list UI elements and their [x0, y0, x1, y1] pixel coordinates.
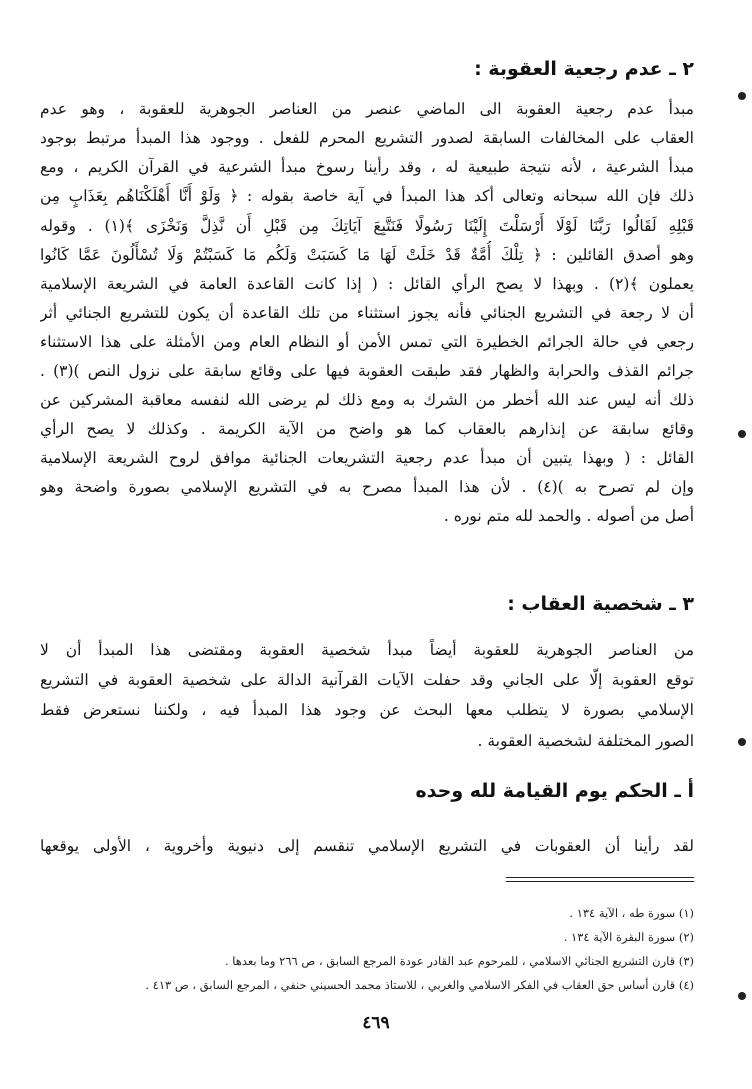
- footnote-4: (٤) قارن أساس حق العقاب في الفكر الاسلامي والغربي ، للاستاذ محمد الحسيني حنفي ، المرجع السابق ، ص ٤١٣ .: [145, 978, 694, 992]
- paragraph-line: مبدأ عدم رجعية العقوبة الى الماضي عنصر من العناصر الجوهرية للعقوبة ، وهو عدم: [40, 100, 694, 118]
- footnote-1: (١) سورة طه ، الآية ١٣٤ .: [569, 906, 694, 920]
- section-3-heading: ٣ ـ شخصية العقاب :: [507, 593, 694, 615]
- paragraph-line: مبدأ الشرعية ، لأنه نتيجة طبيعية له ، وقد رأينا رسوخ مبدأ الشرعية في القرآن الكريم ، ومع: [40, 158, 694, 176]
- paragraph-line: وقائع سابقة عن إنذارهم بالعقاب كما هو واضح من الآية الكريمة . وكذلك لا يصح الرأي: [40, 420, 694, 438]
- paragraph-line: جرائم القذف والحرابة والظهار فقد طبقت العقوبة فيها على وقائع سابقة على نزول النص )(٣) .: [40, 362, 694, 380]
- paragraph-line: أصل من أصوله . والحمد لله متم نوره .: [443, 507, 694, 525]
- subsection-a-heading: أ ـ الحكم يوم القيامة لله وحده: [415, 780, 694, 802]
- paragraph-line: العقاب على المخالفات السابقة لصدور التشريع المحرم للفعل . ووجود هذا المبدأ مرتبط بوجود: [40, 129, 694, 147]
- section-2-heading: ٢ ـ عدم رجعية العقوبة :: [474, 58, 694, 80]
- page-number: ٤٦٩: [362, 1013, 390, 1033]
- paragraph-line: من العناصر الجوهرية للعقوبة أيضاً مبدأ شخصية العقوبة ومقتضى هذا المبدأ أن لا: [40, 641, 694, 659]
- paragraph-line: الإسلامي بصورة لا يتطلب معها البحث عن وجود هذا المبدأ فيه ، ولكننا نستعرض فقط: [40, 701, 694, 719]
- footnote-separator: [506, 877, 694, 878]
- paragraph-line: القائل : ( وبهذا يتبين أن مبدأ عدم رجعية التشريعات الجنائية موافق لروح الشريعة الإسلامية: [40, 449, 694, 467]
- paragraph-line: أن لا رجعة في التشريع الجنائي فأنه يجوز استثناء من تلك القاعدة أن يكون للتشريع الجنائي أثر: [40, 304, 694, 322]
- footnote-2: (٢) سورة البقرة الآية ١٣٤ .: [563, 930, 694, 944]
- footnote-separator-thin: [506, 881, 694, 882]
- paragraph-line: وإن لم تصرح به )(٤) . لأن هذا المبدأ مصرح به في التشريع الإسلامي بصورة واضحة وهو: [40, 478, 694, 496]
- binding-mark-icon: [738, 992, 746, 1000]
- paragraph-line: يعملون ﴾(٢) . وبهذا لا يصح الرأي القائل : ( إذا كانت القاعدة العامة في الشريعة الإسلامية: [40, 275, 694, 293]
- binding-mark-icon: [738, 738, 746, 746]
- paragraph-line: لقد رأينا أن العقوبات في التشريع الإسلامي تنقسم إلى دنيوية وأخروية ، الأولى يوقعها: [40, 837, 694, 855]
- paragraph-line: ذلك أنه ليس عند الله أخطر من الشرك به ومع ذلك لم يرضى الله لنفسه معاقبة المشركين عن: [40, 391, 694, 409]
- footnote-3: (٣) قارن التشريع الجنائي الاسلامي ، للمرحوم عبد القادر عودة المرجع السابق ، ص ٢٦٦ وما بعدها .: [224, 954, 694, 968]
- binding-mark-icon: [738, 92, 746, 100]
- paragraph-line: وهو أصدق القائلين : ﴿ تِلْكَ أُمَّةٌ قَدْ خَلَتْ لَهَا مَا كَسَبَتْ وَلَكُم مَا كَسَبْتُمْ وَلَا تُسْأَلُونَ عَمَّا كَانُوا: [40, 246, 694, 264]
- paragraph-line: ذلك فإن الله سبحانه وتعالى أكد هذا المبدأ في آية خاصة بقوله : ﴿ وَلَوْ أَنَّا أَهْلَكْنَاهُم بِعَذَابٍ مِن: [40, 187, 694, 205]
- paragraph-line: توقع العقوبة إلّا على الجاني وقد حفلت الآيات القرآنية الدالة على شخصية العقوبة في التشريع: [40, 671, 694, 689]
- paragraph-line: رجعي في حالة الجرائم الخطيرة التي تمس الأمن أو النظام العام ومن الأمثلة على هذا الاستثناء: [40, 333, 694, 351]
- paragraph-line: الصور المختلفة لشخصية العقوبة .: [477, 732, 694, 750]
- binding-mark-icon: [738, 430, 746, 438]
- paragraph-line: قَبْلِهِ لَقَالُوا رَبَّنَا لَوْلَا أَرْسَلْتَ إِلَيْنَا رَسُولًا فَنَتَّبِعَ آيَاتِكَ مِن قَبْلِ أَن نَّذِلَّ وَنَخْزَى ﴾(١) . وقوله: [40, 217, 694, 235]
